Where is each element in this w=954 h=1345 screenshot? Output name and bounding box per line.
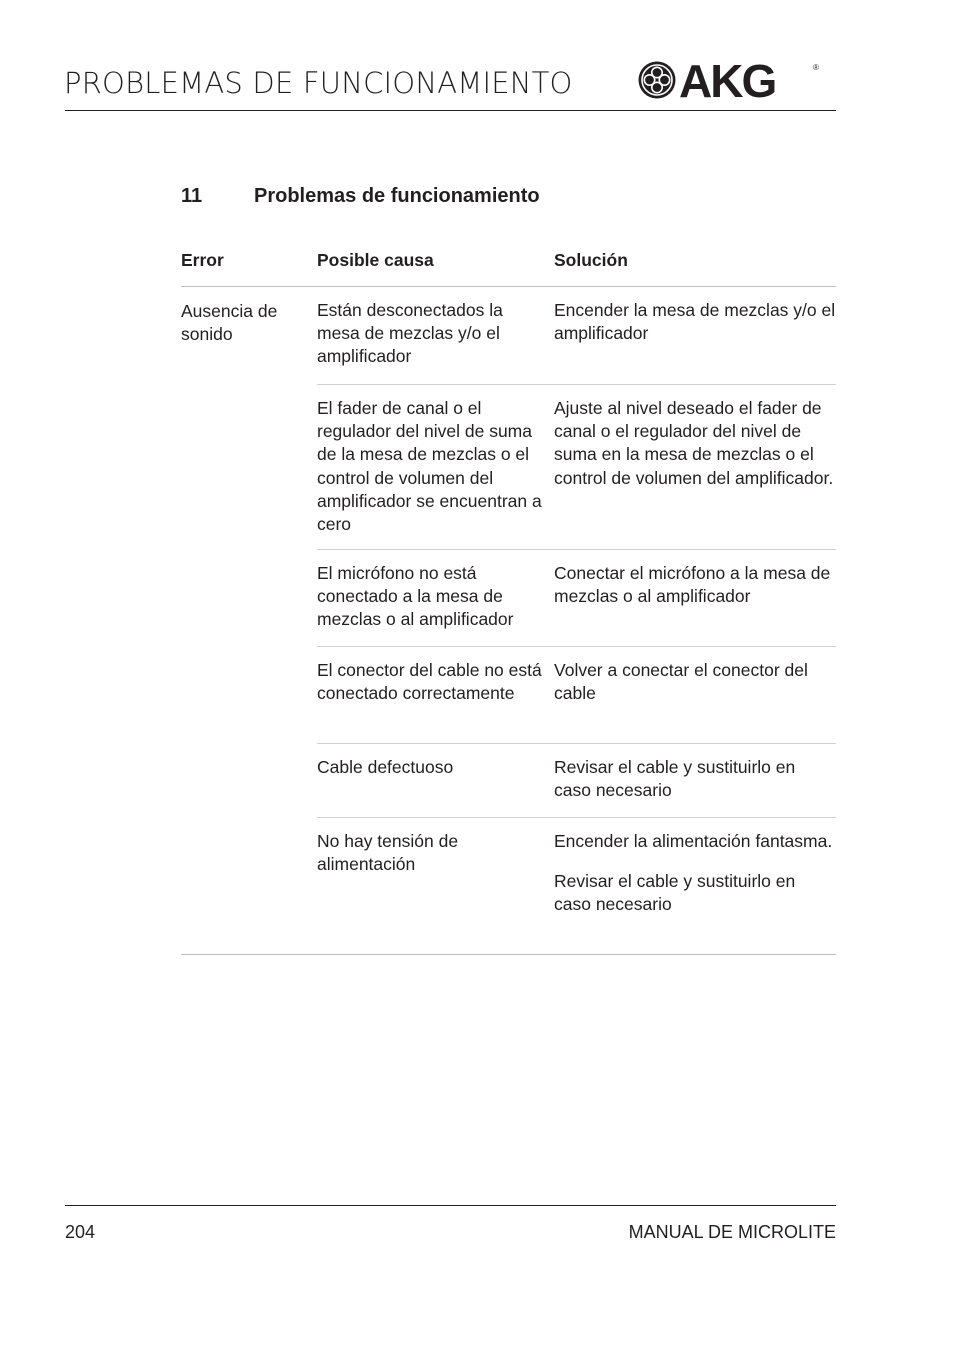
section-number: 11 [181, 185, 203, 207]
table-row [317, 385, 836, 550]
registered-mark: ® [813, 63, 819, 72]
solution-cell [554, 830, 836, 917]
solution-cell [554, 397, 836, 490]
error-cell: Ausencia de sonido [181, 301, 278, 345]
cause-cell: El micrófono no está conectado a la mesa de mezclas o al amplificador [317, 563, 514, 630]
solution-text: Encender la mesa de mezclas y/o el amplificador [554, 300, 836, 344]
table-row [317, 287, 836, 385]
page-header-title: PROBLEMAS DE FUNCIONAMIENTO [64, 66, 573, 100]
solution-text: Encender la alimentación fantasma. [554, 831, 833, 851]
header-divider [65, 110, 836, 111]
column-header-solution: Solución [554, 250, 628, 270]
table-row [317, 647, 836, 744]
cause-cell: El conector del cable no está conectado correctamente [317, 660, 542, 704]
solution-cell [554, 299, 836, 345]
solution-cell [554, 756, 836, 802]
solution-text: Volver a conectar el conector del cable [554, 660, 808, 704]
manual-title: MANUAL DE MICROLITE [628, 1222, 836, 1242]
footer-divider [65, 1205, 836, 1206]
solution-text: Ajuste al nivel deseado el fader de canal o el regulador del nivel de suma en la mesa de mezclas o el control de volumen del amplificador. [554, 398, 834, 488]
akg-emblem-icon [639, 62, 676, 99]
table-header-row [181, 248, 836, 287]
akg-logo-wordmark: AKG [679, 58, 776, 102]
solution-text: Conectar el micrófono a la mesa de mezclas o al amplificador [554, 563, 831, 607]
solution-text: Revisar el cable y sustituirlo en caso necesario [554, 871, 796, 915]
solution-cell [554, 562, 836, 608]
section-title: Problemas de funcionamiento [254, 185, 540, 207]
cause-cell: El fader de canal o el regulador del nivel de suma de la mesa de mezclas o el control de volumen del amplificador se encuentran a cero [317, 398, 542, 535]
solution-cell [554, 659, 836, 705]
table-row [317, 818, 836, 954]
column-header-error: Error [181, 250, 224, 270]
akg-logo [637, 58, 821, 102]
column-header-cause: Posible causa [317, 250, 434, 270]
troubleshooting-table [181, 248, 836, 955]
cause-cell: No hay tensión de alimentación [317, 831, 459, 875]
table-row [317, 550, 836, 647]
section-heading [181, 185, 540, 208]
cause-cell: Cable defectuoso [317, 757, 454, 777]
cause-cell: Están desconectados la mesa de mezclas y/o el amplificador [317, 300, 503, 367]
solution-text: Revisar el cable y sustituirlo en caso necesario [554, 757, 796, 801]
table-row [317, 744, 836, 818]
error-group [181, 287, 836, 955]
page-number: 204 [65, 1222, 96, 1242]
